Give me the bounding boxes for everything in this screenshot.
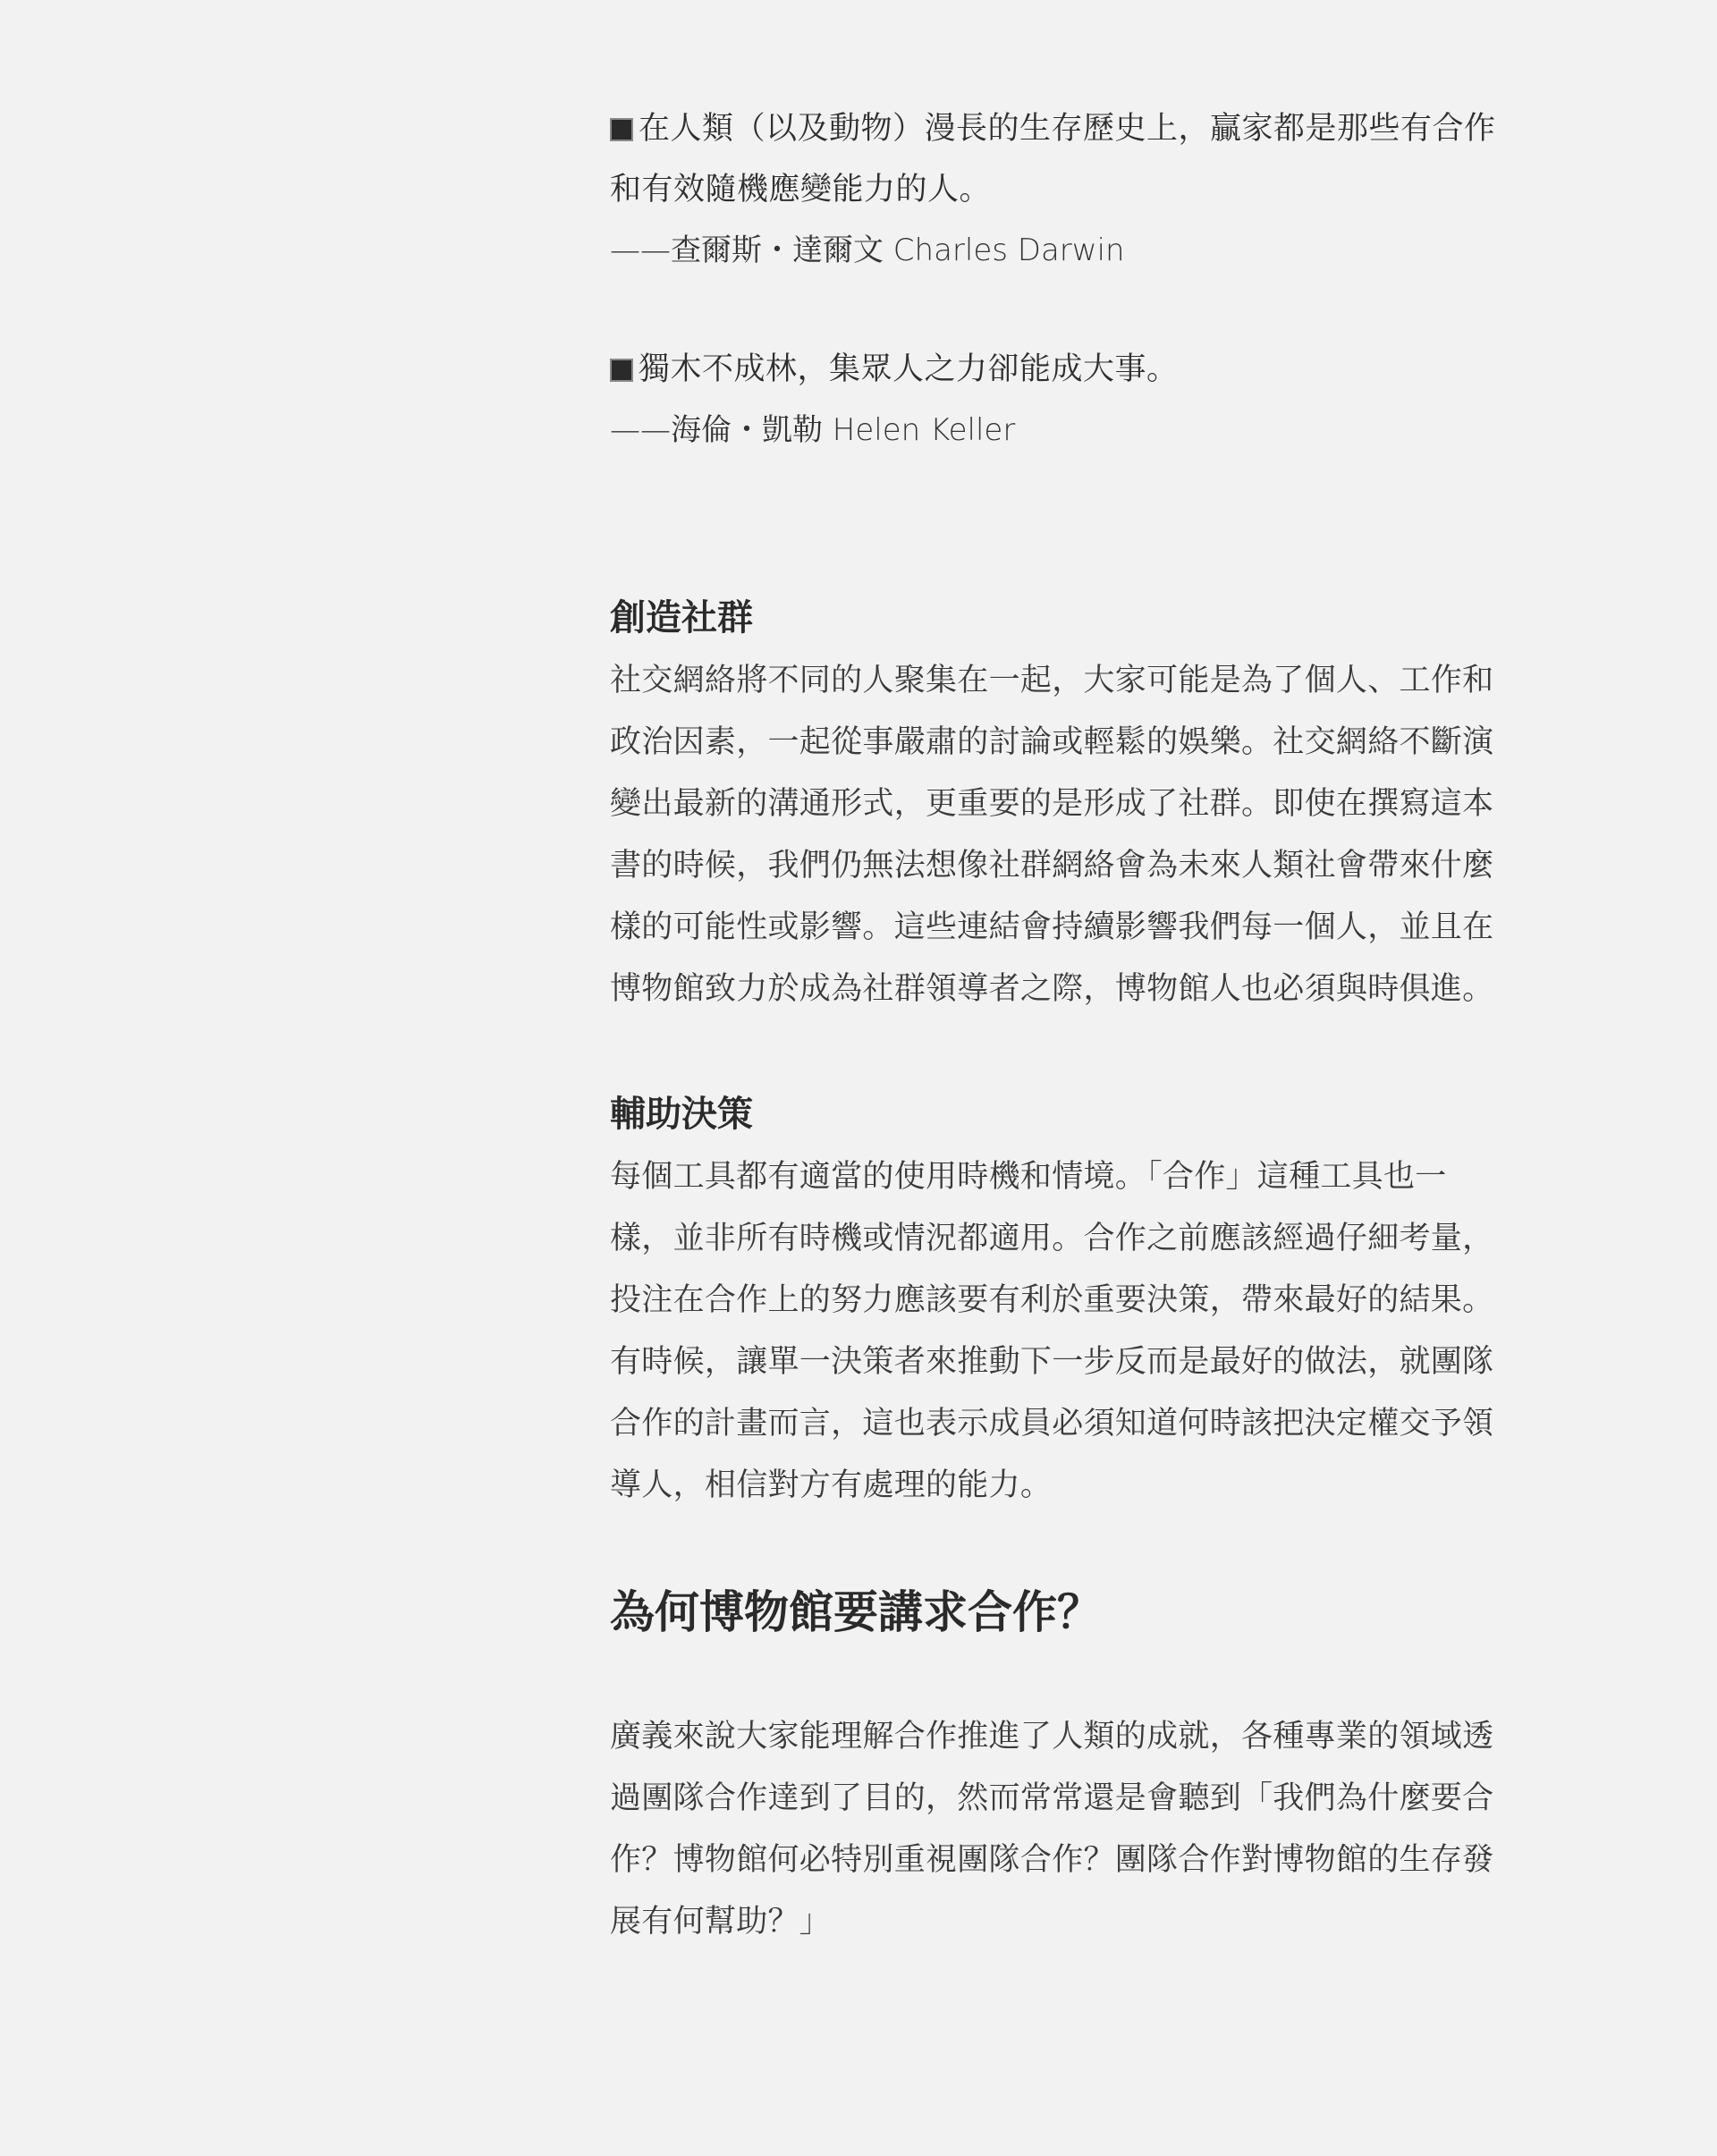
paragraph-line: 過團隊合作達到了目的，然而常常還是會聽到「我們為什麼要合 bbox=[610, 1780, 1494, 1816]
paragraph-line: 展有何幫助？」 bbox=[610, 1904, 832, 1940]
quote-line: 和有效隨機應變能力的人。 bbox=[610, 172, 992, 207]
quote-line: 獨木不成林，集眾人之力卻能成大事。 bbox=[610, 339, 1571, 400]
paragraph-line: 政治因素，一起從事嚴肅的討論或輕鬆的娛樂。社交網絡不斷演 bbox=[610, 724, 1494, 760]
quote-attribution: ——海倫・凱勒 Helen Keller bbox=[610, 412, 1016, 448]
quote-line: 在人類（以及動物）漫長的生存歷史上，贏家都是那些有合作 bbox=[610, 98, 1571, 159]
section-create-community bbox=[610, 593, 1571, 1020]
paragraph-line: 社交網絡將不同的人聚集在一起，大家可能是為了個人、工作和 bbox=[610, 663, 1494, 698]
section-heading: 輔助決策 bbox=[610, 1094, 753, 1135]
paragraph-line: 樣，並非所有時機或情況都適用。合作之前應該經過仔細考量， bbox=[610, 1221, 1494, 1256]
paragraph-line: 變出最新的溝通形式，更重要的是形成了社群。即使在撰寫這本 bbox=[610, 786, 1494, 822]
paragraph-line: 廣義來說大家能理解合作推進了人類的成就，各種專業的領域透 bbox=[610, 1719, 1494, 1754]
paragraph-line: 有時候，讓單一決策者來推動下一步反而是最好的做法，就團隊 bbox=[610, 1344, 1494, 1380]
paragraph-line: 合作的計畫而言，這也表示成員必須知道何時該把決定權交予領 bbox=[610, 1406, 1494, 1442]
square-bullet-icon bbox=[610, 118, 633, 141]
section-why-collaborate bbox=[610, 1581, 1571, 1953]
quote-attribution: ——查爾斯・達爾文 Charles Darwin bbox=[610, 233, 1125, 268]
paragraph-line: 每個工具都有適當的使用時機和情境。「合作」這種工具也一 bbox=[610, 1159, 1447, 1195]
square-bullet-icon bbox=[610, 359, 633, 382]
paragraph-line: 書的時候，我們仍無法想像社群網絡會為未來人類社會帶來什麼 bbox=[610, 848, 1494, 884]
quote-darwin bbox=[610, 98, 1571, 281]
section-assist-decision bbox=[610, 1089, 1571, 1517]
chapter-heading: 為何博物館要講求合作？ bbox=[610, 1586, 1102, 1638]
quote-keller bbox=[610, 339, 1571, 461]
paragraph-line: 導人，相信對方有處理的能力。 bbox=[610, 1467, 1053, 1503]
paragraph-line: 作？博物館何必特別重視團隊合作？團隊合作對博物館的生存發 bbox=[610, 1842, 1494, 1878]
paragraph-line: 博物館致力於成為社群領導者之際，博物館人也必須與時俱進。 bbox=[610, 971, 1494, 1007]
paragraph-line: 樣的可能性或影響。這些連結會持續影響我們每一個人，並且在 bbox=[610, 909, 1494, 945]
section-heading: 創造社群 bbox=[610, 597, 753, 638]
paragraph-line: 投注在合作上的努力應該要有利於重要決策，帶來最好的結果。 bbox=[610, 1282, 1494, 1318]
